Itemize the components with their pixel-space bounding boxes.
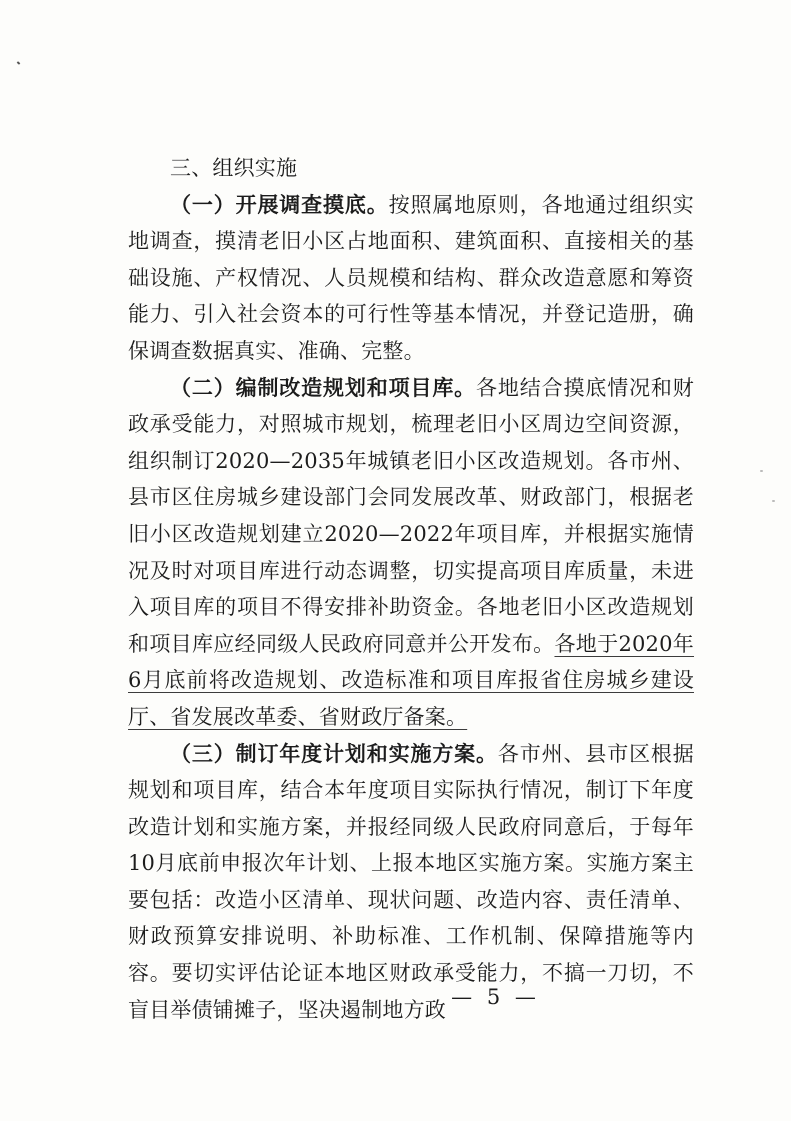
underlined-text: 各地于2020年6月底前将改造规划、改造标准和项目库报省住房城乡建设厅、省发展改革委、省财政厅备案。 [128,631,695,729]
document-body [128,150,694,1028]
scan-spot [772,500,775,502]
scan-mark [17,61,21,64]
paragraph-lead: （一）开展调查摸底。 [170,191,389,217]
paragraph-planning [128,370,694,736]
paragraph-lead: （二）编制改造规划和项目库。 [170,374,477,400]
paragraph-text: 各市州、县市区根据规划和项目库，结合本年度项目实际执行情况，制订下年度改造计划和实施方案，并报经同级人民政府同意后，于每年10月底前申报次年计划、上报本地区实施方案。实施方案主要包括：改造小区清单、现状问题、改造内容、责任清单、财政预算安排说明、补助标准、工作机制、保障措施等内容。要切实评估论证本地区财政承受能力，不搞一刀切，不盲目举债铺摊子，坚决遏制地方政 [128,741,694,1022]
paragraph-text: 按照属地原则，各地通过组织实地调查，摸清老旧小区占地面积、建筑面积、直接相关的基础设施、产权情况、人员规模和结构、群众改造意愿和筹资能力、引入社会资本的可行性等基本情况，并登记造册，确保调查数据真实、准确、完整。 [128,192,694,363]
paragraph-investigation [128,187,694,370]
scan-spot [760,470,763,472]
section-heading: 三、组织实施 [170,156,298,180]
page-number: — 5 — [451,985,540,1009]
paragraph-text: 各地结合摸底情况和财政承受能力，对照城市规划，梳理老旧小区周边空间资源，组织制订2020—2035年城镇老旧小区改造规划。各市州、县市区住房城乡建设部门会同发展改革、财政部门，根据老旧小区改造规划建立2020—2022年项目库，并根据实施情况及时对项目库进行动态调整，切实提高项目库质量，未进入项目库的项目不得安排补助资金。各地老旧小区改造规划和项目库应经同级人民政府同意并公开发布。 [128,375,694,656]
paragraph-lead: （三）制订年度计划和实施方案。 [170,740,498,766]
